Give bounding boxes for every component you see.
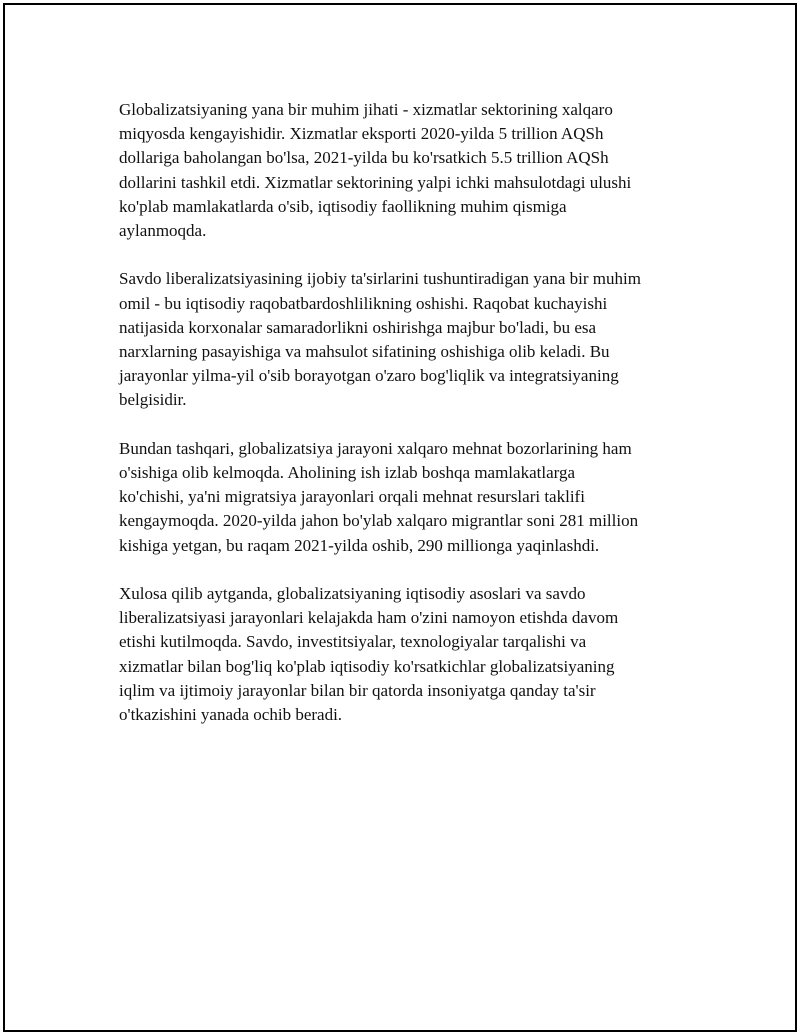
document-body (119, 98, 699, 751)
document-page (3, 3, 797, 1032)
paragraph-3: Bundan tashqari, globalizatsiya jarayoni xalqaro mehnat bozorlarining ham o'sishiga olib kelmoqda. Aholining ish izlab boshqa mamlakatlarga ko'chishi, ya'ni migratsiya jarayonlari orqali mehnat resurslari taklifi kengaymoqda. 2020-yilda jahon bo'ylab xalqaro migrantlar soni 281 million kishiga yetgan, bu raqam 2021-yilda oshib, 290 millionga yaqinlashdi. (119, 438, 639, 555)
paragraph-4: Xulosa qilib aytganda, globalizatsiyaning iqtisodiy asoslari va savdo liberalizatsiyasi jarayonlari kelajakda ham o'zini namoyon etishda davom etishi kutilmoqda. Savdo, investitsiyalar, texnologiyalar tarqalishi va xizmatlar bilan bog'liq ko'plab iqtisodiy ko'rsatkichlar globalizatsiyaning iqlim va ijtimoiy jarayonlar bilan bir qatorda insoniyatga qanday ta'sir o'tkazishini yanada ochib beradi. (119, 584, 619, 725)
paragraph-2: Savdo liberalizatsiyasining ijobiy ta'sirlarini tushuntiradigan yana bir muhim omil - bu iqtisodiy raqobatbardoshlilikning oshishi. Raqobat kuchayishi natijasida korxonalar samaradorlikni oshirishga majbur bo'ladi, bu esa narxlarning pasayishiga va mahsulot sifatining oshishiga olib keladi. Bu jarayonlar yilma-yil o'sib borayotgan o'zaro bog'liqlik va integratsiyaning belgisidir. (119, 269, 641, 410)
paragraph-1: Globalizatsiyaning yana bir muhim jihati - xizmatlar sektorining xalqaro miqyosda kengayishidir. Xizmatlar eksporti 2020-yilda 5 trillion AQSh dollariga baholangan bo'lsa, 2021-yilda bu ko'rsatkich 5.5 trillion AQSh dollarini tashkil etdi. Xizmatlar sektorining yalpi ichki mahsulotdagi ulushi ko'plab mamlakatlarda o'sib, iqtisodiy faollikning muhim qismiga aylanmoqda. (119, 100, 632, 241)
